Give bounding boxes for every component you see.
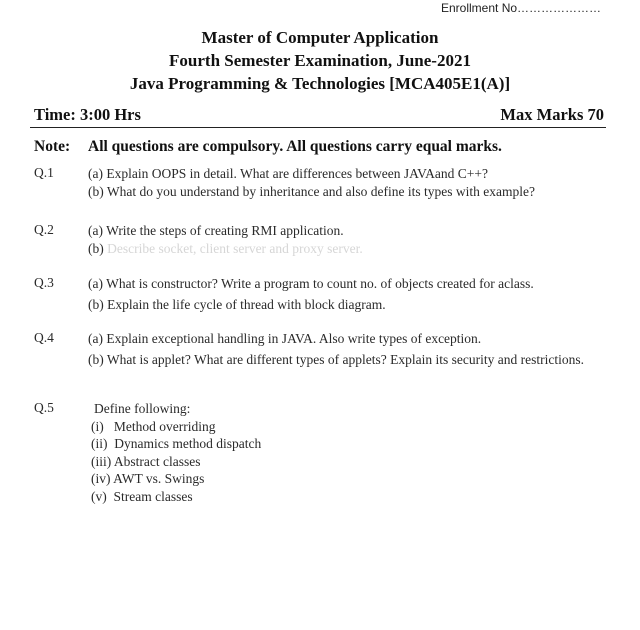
course-title: Java Programming & Technologies [MCA405E1(A)] <box>129 74 511 93</box>
define-item: (iv) AWT vs. Swings <box>91 471 205 486</box>
question-number: Q.2 <box>34 222 54 237</box>
question-number: Q.4 <box>34 330 54 345</box>
question-part-b: (b) What do you understand by inheritance and also define its types with example? <box>88 183 535 199</box>
exam-time: Time: 3:00 Hrs <box>34 105 141 124</box>
define-item: (ii) Dynamics method dispatch <box>91 436 262 451</box>
question-part-a: (a) What is constructor? Write a program to count no. of objects created for aclass. <box>88 276 534 291</box>
question-part-b: (b) What is applet? What are different types of applets? Explain its security and restrictions. <box>88 351 584 367</box>
question-number: Q.5 <box>34 400 54 415</box>
program-title: Master of Computer Application <box>201 28 439 47</box>
note-text: All questions are compulsory. All questions carry equal marks. <box>88 138 502 155</box>
question-part-a: (a) Explain exceptional handling in JAVA. Also write types of exception. <box>88 331 482 346</box>
question-part-b: (b) Explain the life cycle of thread with block diagram. <box>88 296 386 312</box>
question-number: Q.1 <box>34 165 54 180</box>
exam-title: Fourth Semester Examination, June-2021 <box>169 51 471 70</box>
enrollment-number: Enrollment No………………… <box>441 1 602 15</box>
question-part-a: (a) Write the steps of creating RMI application. <box>88 223 344 238</box>
define-item: (i) Method overriding <box>91 418 216 434</box>
time-marks-bar <box>34 105 604 125</box>
note-label: Note: <box>34 138 71 155</box>
instructions-note <box>34 138 502 156</box>
question-part-a: (a) Explain OOPS in detail. What are differences between JAVAand C++? <box>88 166 488 181</box>
question-part-b <box>88 240 628 258</box>
question-number: Q.3 <box>34 275 54 290</box>
define-item: (v) Stream classes <box>91 488 193 504</box>
define-item: (iii) Abstract classes <box>91 453 201 469</box>
part-b-faded-text: Describe socket, client server and proxy server. <box>103 240 363 256</box>
part-b-prefix: (b) <box>88 240 104 256</box>
header-divider <box>30 127 606 128</box>
define-heading: Define following: <box>94 401 191 416</box>
max-marks: Max Marks 70 <box>500 105 604 124</box>
